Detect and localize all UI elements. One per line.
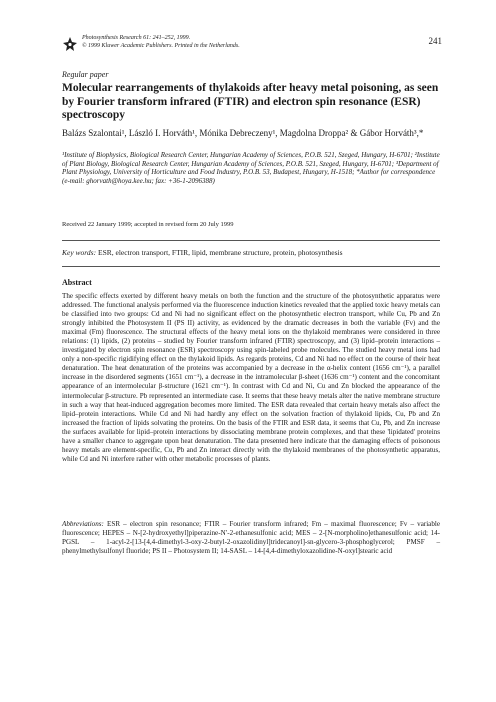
keywords-text: ESR, electron transport, FTIR, lipid, membrane structure, protein, photosynthesis (97, 248, 343, 257)
keywords-label: Key words: (62, 248, 97, 257)
divider-top (62, 240, 440, 241)
divider-bottom (62, 266, 440, 267)
keywords (62, 248, 440, 257)
copyright-line: © 1999 Kluwer Academic Publishers. Printed in the Netherlands. (82, 43, 240, 49)
affiliations: ¹Institute of Biophysics, Biological Research Center, Hungarian Academy of Sciences, P.O.B. 521, Szeged, Hungary, H-6701; ²Institute of Plant Biology, Biological Research Center, Hungarian Academy of Sciences, P.O.B. 521, Szeged, Hungary, H-6701; ³Department of Plant Physiology, University of Horticulture and Food Industry, P.O.B. 53, Budapest, Hungary, H-1518; *Author for correspondence (e-mail: ghorvath@hoya.kee.hu; fax: +36-1-2096388) (62, 151, 440, 185)
abstract-heading: Abstract (62, 278, 92, 287)
abbreviations-label: Abbreviations: (62, 520, 104, 528)
abbreviations (62, 520, 440, 556)
author-list: Balázs Szalontai¹, László I. Horváth¹, Mónika Debreczeny¹, Magdolna Droppa² & Gábor Horváth³,* (62, 128, 424, 138)
received-dates: Received 22 January 1999; accepted in revised form 20 July 1999 (62, 221, 234, 228)
page-number: 241 (428, 36, 442, 46)
section-label: Regular paper (62, 70, 109, 79)
abstract-text: The specific effects exerted by different heavy metals on both the function and the structure of the photosynthetic apparatus were addressed. The functional analysis performed via the fluorescence induction kinetics revealed that the applied toxic heavy metals can be classified into two groups: Cd and Ni had no significant effect on the photosynthetic electron transport, while Cu, Pb and Zn strongly inhibited the Photosystem II (PS II) activity, as evidenced by the dramatic decreases in both the variable (Fv) and the maximal (Fm) fluorescence. The structural effects of the heavy metal ions on the thylakoid membranes were considered in three relations: (1) lipids, (2) proteins – studied by Fourier transform infrared (FTIR) spectroscopy, and (3) lipid–protein interactions – investigated by electron spin resonance (ESR) spectroscopy using spin-labeled probe molecules. The studied heavy metal ions had only a non-specific rigidifying effect on the thylakoid lipids. As regards proteins, Cd and Ni had no effect on the course of their heat denaturation. The heat denaturation of the proteins was accompanied by a decrease in the α-helix content (1656 cm⁻¹), a parallel increase in the disordered segments (1651 cm⁻¹), a decrease in the intramolecular β-sheet (1636 cm⁻¹) content and the concomitant appearance of an intermolecular β-structure (1621 cm⁻¹). In contrast with Cd and Ni, Cu and Zn blocked the appearance of the intermolecular β-structure. Pb represented an intermediate case. It seems that these heavy metals alter the native membrane structure in such a way that heat-induced aggregation becomes more limited. The ESR data revealed that certain heavy metals also affect the lipid–protein interactions. While Cd and Ni had hardly any effect on the solvation fraction of thylakoid lipids, Cu, Pb and Zn increased the fraction of lipids solvating the proteins. On the basis of the FTIR and ESR data, it seems that Cu, Pb, and Zn increase the surfaces available for lipid–protein interactions by dissociating membrane protein complexes, and that these 'lipidated' proteins have a smaller chance to aggregate upon heat denaturation. The data presented here indicate that the damaging effects of poisonous heavy metals are element-specific, Cu, Pb and Zn interact directly with the thylakoid membranes of the photosynthetic apparatus, while Cd and Ni interfere rather with other metabolic processes of plants. (62, 292, 440, 463)
journal-line: Photosynthesis Research 61: 241–252, 1999. (82, 35, 191, 41)
publisher-logo-icon (62, 36, 78, 52)
running-header (62, 34, 442, 56)
journal-info (82, 34, 240, 50)
abbreviations-text: ESR – electron spin resonance; FTIR – Fourier transform infrared; Fm – maximal fluorescence; Fv – variable fluorescence; HEPES – N-[2-hydroxyethyl]piperazine-N′-2-ethanesulfonic acid; MES – 2-[N-morpholino]ethanesulfonic acid; 14-PGSL – 1-acyl-2-[13-[4,4-dimethyl-3-oxy-2-butyl-2-oxazolidinyl]tridecanoyl]-sn-glycero-3-phosphoglycerol; PMSF – phenylmethylsulfonyl fluoride; PS II – Photosystem II; 14-SASL – 14-[4,4-dimethyloxazolidine-N-oxyl]stearic acid (62, 520, 440, 556)
article-title: Molecular rearrangements of thylakoids after heavy metal poisoning, as seen by Fourier transform infrared (FTIR) and electron spin resonance (ESR) spectroscopy (62, 82, 439, 121)
